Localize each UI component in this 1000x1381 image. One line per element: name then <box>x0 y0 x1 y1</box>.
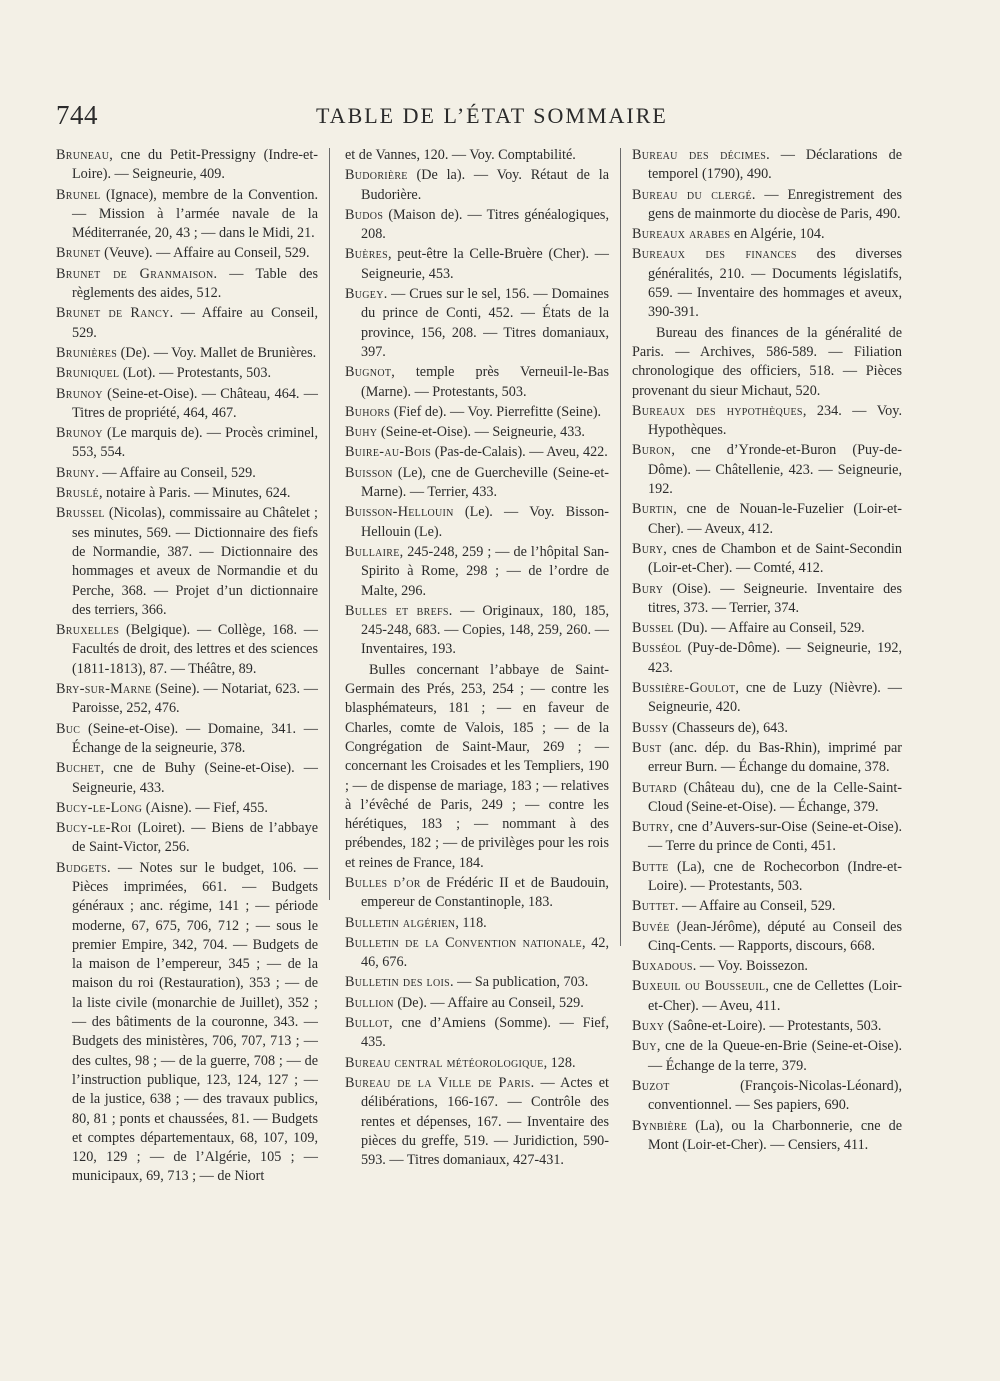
entry-headword: Buvée <box>632 918 670 935</box>
entry-text: . — Originaux, 180, 185, 245-248, 683. — Copies, 148, 259, 260. — Inventaires, 193. <box>361 602 609 658</box>
entry-text: (Seine). — Notariat, 623. — Paroisse, 252, 476. <box>72 681 318 717</box>
entry-text: (Fief de). — Voy. Pierrefitte (Seine). <box>390 403 602 420</box>
entry-text: . — Déclarations de temporel (1790), 490. <box>648 147 902 183</box>
index-entry <box>345 423 609 442</box>
entry-text: , cne d’Amiens (Somme). — Fief, 435. <box>361 1015 609 1051</box>
entry-headword: Bruniquel <box>56 365 120 382</box>
entry-headword: Bruny <box>56 464 96 481</box>
entry-headword: Bust <box>632 739 662 756</box>
index-entry <box>345 245 609 284</box>
index-entry <box>632 719 902 738</box>
entry-headword: Bussel <box>632 620 674 637</box>
entry-text: (Lot). — Protestants, 503. <box>119 365 271 382</box>
entry-headword: Budorière <box>345 167 408 184</box>
entry-text: , 118. <box>455 914 487 931</box>
entry-headword: Bussière-Goulot <box>632 680 736 697</box>
index-entry <box>632 1117 902 1156</box>
entry-headword: Brunoy <box>56 425 103 442</box>
column-divider <box>329 148 330 900</box>
entry-headword: Bullot <box>345 1015 390 1032</box>
entry-headword: Buchet <box>56 760 101 777</box>
index-entry <box>345 166 609 205</box>
entry-text: (Pas-de-Calais). — Aveu, 422. <box>431 444 608 461</box>
entry-headword: Brunet de Rancy <box>56 305 170 322</box>
entry-headword: Bury <box>632 580 664 597</box>
index-entry <box>345 1014 609 1053</box>
entry-headword: Bureau de la Ville de Paris <box>345 1074 531 1091</box>
entry-headword: Bucy-le-Roi <box>56 820 132 837</box>
index-entry <box>632 1017 902 1036</box>
index-entry <box>632 225 902 244</box>
index-entry <box>345 146 609 165</box>
entry-headword: Bureaux des finances <box>632 246 797 263</box>
entry-text: (Jean-Jérôme), député au Conseil des Cinq-Cents. — Rapports, discours, 668. <box>648 918 902 954</box>
index-entry <box>345 874 609 913</box>
entry-text: , notaire à Paris. — Minutes, 624. <box>98 485 291 502</box>
entry-text: (Du). — Affaire au Conseil, 529. <box>673 620 865 637</box>
index-entry <box>632 540 902 579</box>
entry-text: , peut-être la Celle-Bruère (Cher). — Seigneurie, 453. <box>361 246 609 282</box>
index-entry <box>632 858 902 897</box>
index-entry <box>345 994 609 1013</box>
index-entry <box>632 619 902 638</box>
index-entry <box>345 363 609 402</box>
index-entry <box>632 1037 902 1076</box>
index-entry <box>632 324 902 401</box>
entry-headword: Buxy <box>632 1018 665 1035</box>
entry-text: des diverses généralités, 210. — Documents législatifs, 659. — Inventaire des hommages et aveux, 390-391. <box>648 246 903 321</box>
entry-text: (Seine-et-Oise). — Château, 464. — Titres de propriété, 464, 467. <box>72 385 318 421</box>
entry-headword: Butry <box>632 819 670 836</box>
entry-text: (Ignace), membre de la Convention. — Mission à l’armée navale de la Méditerranée, 20, 43 ; — dans le Midi, 21. <box>72 186 318 242</box>
index-entry <box>345 503 609 542</box>
index-entry <box>56 244 318 263</box>
running-head: TABLE DE L’ÉTAT SOMMAIRE <box>316 103 668 128</box>
index-entry <box>56 304 318 343</box>
entry-text: (Loiret). — Biens de l’abbaye de Saint-Victor, 256. <box>72 820 318 856</box>
index-entry <box>56 799 318 818</box>
entry-headword: Bynbière <box>632 1117 688 1134</box>
entry-headword: Buttet <box>632 898 675 915</box>
entry-text: , 234. — Voy. Hypothèques. <box>648 402 902 439</box>
entry-headword: Budgets <box>56 859 108 876</box>
index-entry <box>632 402 902 441</box>
entry-text: . — Sa publication, 703. <box>449 974 589 991</box>
index-entry <box>632 1077 902 1116</box>
index-entry <box>56 680 318 719</box>
index-entry <box>632 245 902 322</box>
entry-text: (Chasseurs de), 643. <box>668 719 788 736</box>
entry-text: Bulles concernant l’abbaye de Saint-Germain des Prés, 253, 254 ; — contre les blasphémateurs, 181 ; — en faveur de Charles, comte de Valois, 185 ; — de la Congrégation de Saint-Maur, 269 ; — concernant les Croisades et les Templiers, 190 ; — de dispense de mariage, 183 ; — relatives à l’évêché de Paris, 249 ; — contre les hérétiques, 183 ; — nommant à des prébendes, 182 ; — de privilèges pour les rois et reines de France, 184. <box>345 661 609 871</box>
index-entry <box>632 977 902 1016</box>
entry-headword: Brussel <box>56 505 105 522</box>
entry-headword: Buisson-Hellouin <box>345 504 454 521</box>
index-entry <box>345 973 609 992</box>
entry-headword: Bugey <box>345 286 384 303</box>
entry-headword: Bry-sur-Marne <box>56 681 152 698</box>
index-entry <box>56 484 318 503</box>
index-entry <box>345 443 609 462</box>
entry-text: (De la). — Voy. Rétaut de la Budorière. <box>361 167 609 203</box>
entry-headword: Buhy <box>345 424 378 441</box>
column-divider <box>620 148 621 946</box>
entry-text: (La), ou la Charbonnerie, cne de Mont (Loir-et-Cher). — Censiers, 411. <box>648 1117 902 1153</box>
index-entry <box>345 602 609 660</box>
index-entry <box>632 580 902 619</box>
entry-text: , cnes de Chambon et de Saint-Secondin (Loir-et-Cher). — Comté, 412. <box>648 540 902 577</box>
index-entry <box>56 819 318 858</box>
entry-headword: Buxadous <box>632 958 693 975</box>
entry-text: et de Vannes, 120. — Voy. Comptabilité. <box>345 147 576 163</box>
entry-text: . — Enregistrement des gens de mainmorte du diocèse de Paris, 490. <box>648 186 902 222</box>
index-entry <box>345 661 609 873</box>
entry-headword: Bureau central météorologique <box>345 1054 544 1071</box>
index-entry <box>56 621 318 679</box>
entry-text: (De). — Voy. Mallet de Brunières. <box>117 344 317 361</box>
entry-text: (Veuve). — Affaire au Conseil, 529. <box>100 245 310 262</box>
entry-text: , 128. <box>543 1054 576 1071</box>
entry-headword: Brunières <box>56 344 118 361</box>
entry-text: (Saône-et-Loire). — Protestants, 503. <box>664 1018 882 1035</box>
index-entry <box>632 918 902 957</box>
index-entry <box>56 344 318 363</box>
entry-headword: Burtin <box>632 501 674 518</box>
entry-text: . — Affaire au Conseil, 529. <box>72 305 318 341</box>
index-entry <box>56 720 318 759</box>
entry-text: (Seine-et-Oise). — Domaine, 341. — Échange de la seigneurie, 378. <box>72 720 318 756</box>
entry-text: , cne de Buhy (Seine-et-Oise). — Seigneurie, 433. <box>72 760 318 796</box>
index-entry <box>632 957 902 976</box>
index-entry <box>56 385 318 424</box>
index-entry <box>345 285 609 362</box>
entry-text: . — Notes sur le budget, 106. — Pièces imprimées, 661. — Budgets généraux ; anc. régime, 141 ; — période moderne, 67, 675, 706, 712 ; — sous le premier Empire, 342, 704. — Budgets de la maison de l’empereur, 345 ; — de la maison du roi (Restauration), 353 ; — de la liste civile (monarchie de Juillet), 352 ; — des bâtiments de la couronne, 343. — Budgets des ministères, 706, 707, 713 ; — des cultes, 98 ; — de la guerre, 708 ; — de l’instruction publique, 123, 124, 127 ; — de la justice, 638 ; — des travaux publics, 80, 81 ; ponts et chaussées, 81. — Budgets et comptes départementaux, 68, 107, 109, 120, 129 ; — de l’Algérie, 105 ; — municipaux, 69, 713 ; — de Niort <box>72 859 318 1185</box>
index-entry <box>632 500 902 539</box>
entry-headword: Buères <box>345 246 388 263</box>
index-entry <box>345 543 609 601</box>
entry-text: (La), cne de Rochecorbon (Indre-et-Loire). — Protestants, 503. <box>648 858 902 894</box>
entry-headword: Bureaux arabes <box>632 226 731 243</box>
index-entry <box>56 146 318 185</box>
entry-text: (Château du), cne de la Celle-Saint-Cloud (Seine-et-Oise). — Échange, 379. <box>648 779 902 815</box>
entry-text: , temple près Verneuil-le-Bas (Marne). — Protestants, 503. <box>361 364 609 400</box>
entry-text: (Belgique). — Collège, 168. — Facultés de droit, des lettres et des sciences (1811-1813), 87. — Théâtre, 89. <box>72 622 318 677</box>
entry-headword: Butard <box>632 779 677 796</box>
entry-headword: Buy <box>632 1038 657 1055</box>
entry-text: (De). — Affaire au Conseil, 529. <box>393 994 584 1011</box>
entry-text: (Aisne). — Fief, 455. <box>142 799 268 816</box>
entry-headword: Bulletin des lois <box>345 974 450 991</box>
entry-text: (Seine-et-Oise). — Seigneurie, 433. <box>377 424 585 441</box>
entry-headword: Bugnot <box>345 364 392 381</box>
entry-text: (Le). — Voy. Bisson-Hellouin (Le). <box>361 504 609 540</box>
entry-headword: Bruneau <box>56 147 110 163</box>
index-entry <box>632 186 902 225</box>
index-entry <box>56 424 318 463</box>
entry-text: Bureau des finances de la généralité de Paris. — Archives, 586-589. — Filiation chronologique des officiers, 518. — Pièces provenant du sieur Michaut, 520. <box>632 324 902 399</box>
entry-headword: Bucy-le-Long <box>56 799 143 816</box>
entry-text: en Algérie, 104. <box>730 226 825 243</box>
index-entry <box>632 818 902 857</box>
index-entry <box>345 914 609 933</box>
entry-headword: Buhors <box>345 403 391 420</box>
entry-text: , cne du Petit-Pressigny (Indre-et-Loire). — Seigneurie, 409. <box>72 147 318 183</box>
entry-text: . — Affaire au Conseil, 529. <box>674 898 836 915</box>
entry-headword: Bullion <box>345 994 394 1011</box>
entry-headword: Bulletin de la Convention nationale <box>345 934 582 951</box>
index-entry <box>56 504 318 620</box>
entry-headword: Buc <box>56 720 81 737</box>
index-entry <box>56 265 318 304</box>
index-entry <box>345 1074 609 1170</box>
entry-headword: Bureaux des hypothèques <box>632 402 803 419</box>
index-entry <box>632 779 902 818</box>
entry-headword: Brunoy <box>56 385 103 402</box>
entry-text: (Le marquis de). — Procès criminel, 553, 554. <box>72 425 318 461</box>
entry-text: , cne de Nouan-le-Fuzelier (Loir-et-Cher). — Aveux, 412. <box>648 501 902 537</box>
index-entry <box>632 441 902 499</box>
entry-text: (anc. dép. du Bas-Rhin), imprimé par erreur Burn. — Échange du domaine, 378. <box>648 739 902 776</box>
index-entry <box>345 1054 609 1073</box>
entry-headword: Buxeuil ou Bousseuil <box>632 978 766 995</box>
entry-headword: Buzot <box>632 1077 670 1094</box>
entry-text: (Le), cne de Guercheville (Seine-et-Marne). — Terrier, 433. <box>361 464 609 501</box>
entry-text: . — Table des règlements des aides, 512. <box>72 265 318 302</box>
entry-text: de Frédéric II et de Baudouin, empereur de Constantinople, 183. <box>361 874 609 911</box>
entry-headword: Bureau du clergé <box>632 186 752 203</box>
entry-text: (Puy-de-Dôme). — Seigneurie, 192, 423. <box>648 640 902 676</box>
entry-text: , cne de Luzy (Nièvre). — Seigneurie, 420. <box>648 680 902 716</box>
index-column-2 <box>345 146 609 1171</box>
entry-headword: Busséol <box>632 640 682 657</box>
entry-headword: Buire-au-Bois <box>345 444 432 461</box>
entry-text: . — Voy. Boissezon. <box>692 958 808 975</box>
index-entry <box>56 759 318 798</box>
entry-text: , 245-248, 259 ; — de l’hôpital San-Spirito à Rome, 298 ; — de l’ordre de Malte, 296. <box>361 543 609 599</box>
index-entry <box>56 364 318 383</box>
entry-headword: Bulles d’or <box>345 874 421 891</box>
entry-headword: Brunet <box>56 245 101 262</box>
entry-headword: Bulles et brefs <box>345 602 449 619</box>
entry-text: , cne de Cellettes (Loir-et-Cher). — Aveu, 411. <box>648 978 902 1014</box>
index-entry <box>56 186 318 244</box>
entry-headword: Brunet de Granmaison <box>56 265 214 282</box>
page-number: 744 <box>56 100 98 130</box>
entry-text: , cne d’Auvers-sur-Oise (Seine-et-Oise). — Terre du prince de Conti, 451. <box>648 819 902 855</box>
index-entry <box>345 464 609 503</box>
entry-text: (François-Nicolas-Léonard), conventionnel. — Ses papiers, 690. <box>648 1077 902 1114</box>
entry-text: (Oise). — Seigneurie. Inventaire des titres, 373. — Terrier, 374. <box>648 580 902 616</box>
entry-headword: Bulletin algérien <box>345 914 456 931</box>
index-entry <box>345 403 609 422</box>
entry-headword: Bury <box>632 540 664 557</box>
entry-text: , cne d’Yronde-et-Buron (Puy-de-Dôme). — Châtellenie, 423. — Seigneurie, 192. <box>648 442 902 498</box>
index-column-1 <box>56 146 318 1188</box>
index-entry <box>632 897 902 916</box>
index-column-3 <box>632 146 902 1156</box>
index-entry <box>56 464 318 483</box>
entry-headword: Bullaire <box>345 543 400 560</box>
index-entry <box>345 934 609 973</box>
entry-text: (Maison de). — Titres généalogiques, 208. <box>361 206 609 243</box>
entry-headword: Bruslé <box>56 485 99 502</box>
entry-headword: Bureau des décimes <box>632 147 767 163</box>
index-entry <box>632 679 902 718</box>
index-entry <box>632 639 902 678</box>
entry-text: , cne de la Queue-en-Brie (Seine-et-Oise). — Échange de la terre, 379. <box>648 1038 902 1074</box>
entry-text: . — Crues sur le sel, 156. — Domaines du prince de Conti, 452. — États de la province, 156, 208. — Titres domaniaux, 397. <box>361 286 609 360</box>
entry-text: (Nicolas), commissaire au Châtelet ; ses minutes, 569. — Dictionnaire des fiefs de Normandie, 387. — Dictionnaire des hommages et aveux de Normandie et du Perche, 368. — Projet d’un dictionnaire des terriers, 366. <box>72 505 318 618</box>
entry-headword: Butte <box>632 858 669 875</box>
entry-text: , 42, 46, 676. <box>361 934 609 971</box>
index-entry <box>345 206 609 245</box>
entry-headword: Bussy <box>632 719 669 736</box>
entry-headword: Brunel <box>56 186 101 203</box>
entry-text: . — Actes et délibérations, 166-167. — Contrôle des rentes et dépenses, 167. — Inventaire des pièces du greffe, 519. — Juridiction, 590-593. — Titres domaniaux, 427-431. <box>361 1074 609 1169</box>
entry-text: . — Affaire au Conseil, 529. <box>95 464 256 481</box>
index-entry <box>632 739 902 778</box>
entry-headword: Budos <box>345 206 384 223</box>
entry-headword: Buisson <box>345 464 393 481</box>
entry-headword: Bruxelles <box>56 622 120 639</box>
index-entry <box>632 146 902 185</box>
index-entry <box>56 859 318 1187</box>
entry-headword: Buron <box>632 442 672 459</box>
